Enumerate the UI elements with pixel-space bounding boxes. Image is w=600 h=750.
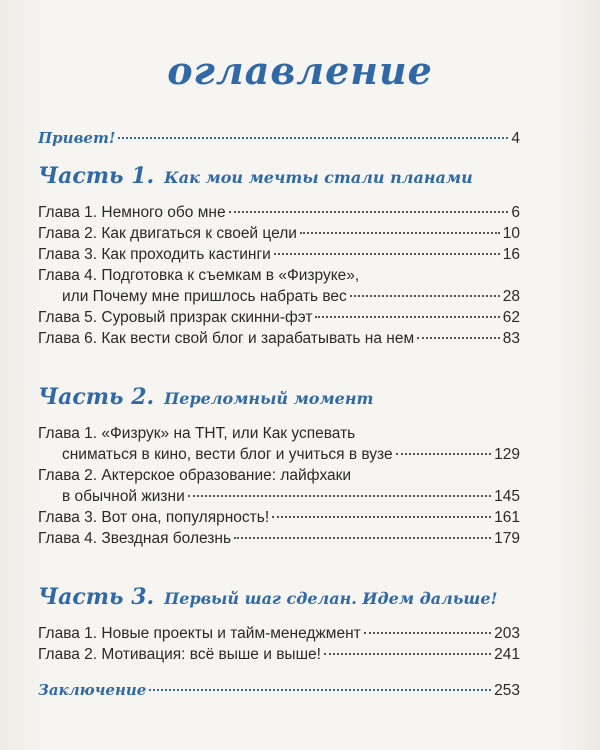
toc-page-number: 253	[494, 682, 520, 699]
part-heading-1[interactable]	[38, 163, 473, 189]
toc-entry[interactable]	[38, 203, 520, 223]
toc-entry[interactable]	[38, 287, 520, 307]
toc-entry-intro[interactable]	[38, 128, 520, 149]
toc-entry-label-cont: сниматься в кино, вести блог и учиться в вузе	[62, 446, 393, 463]
toc-page-number: 241	[494, 646, 520, 663]
toc-page-number: 179	[494, 530, 520, 547]
part-number: Часть 1.	[38, 163, 155, 189]
toc-entry[interactable]	[38, 508, 520, 528]
dot-leader	[396, 453, 492, 455]
dot-leader	[229, 211, 509, 213]
part-heading-3[interactable]	[38, 584, 498, 610]
toc-entry[interactable]	[38, 445, 520, 465]
part-title: Первый шаг сделан. Идем дальше!	[164, 589, 498, 608]
toc-entry-label-cont: или Почему мне пришлось набрать вес	[62, 288, 347, 305]
toc-page-number: 83	[502, 330, 520, 347]
toc-entry-outro[interactable]	[38, 680, 520, 701]
toc-entry[interactable]	[38, 245, 520, 265]
toc-entry-label: Глава 1. «Физрук» на ТНТ, или Как успевать	[38, 425, 356, 442]
toc-entry-label: Привет!	[38, 129, 116, 147]
dot-leader	[234, 537, 491, 539]
toc-page-number: 6	[511, 204, 520, 221]
toc-entry-line1[interactable]	[38, 266, 520, 286]
toc-entry-label: Глава 2. Актерское образование: лайфхаки	[38, 467, 352, 484]
part-heading-2[interactable]	[38, 384, 373, 410]
toc-entry-label: Глава 6. Как вести свой блог и зарабатывать на нем	[38, 330, 415, 347]
dot-leader	[364, 632, 491, 634]
dot-leader	[149, 689, 491, 691]
dot-leader	[417, 337, 500, 339]
toc-page-number: 129	[494, 446, 520, 463]
toc-entry[interactable]	[38, 645, 520, 665]
toc-entry-label: Глава 3. Как проходить кастинги	[38, 246, 271, 263]
toc-entry-label: Глава 1. Новые проекты и тайм-менеджмент	[38, 625, 361, 642]
toc-entry[interactable]	[38, 529, 520, 549]
toc-page-number: 62	[502, 309, 520, 326]
toc-entry[interactable]	[38, 487, 520, 507]
toc-entry-label: Глава 1. Немного обо мне	[38, 204, 226, 221]
toc-entry[interactable]	[38, 308, 520, 328]
toc-entry[interactable]	[38, 224, 520, 244]
dot-leader	[324, 653, 491, 655]
toc-entry-label: Глава 2. Мотивация: всё выше и выше!	[38, 646, 321, 663]
part-number: Часть 3.	[38, 584, 155, 610]
toc-entry-label-cont: в обычной жизни	[62, 488, 185, 505]
toc-page-number: 203	[494, 625, 520, 642]
toc-page-number: 28	[502, 288, 520, 305]
dot-leader	[118, 137, 508, 139]
toc-entry-label: Глава 3. Вот она, популярность!	[38, 509, 270, 526]
part-title: Переломный момент	[164, 389, 374, 408]
dot-leader	[272, 516, 491, 518]
toc-entry-label: Глава 4. Звездная болезнь	[38, 530, 232, 547]
part-number: Часть 2.	[38, 384, 155, 410]
toc-entry-label: Глава 5. Суровый призрак скинни-фэт	[38, 309, 313, 326]
toc-entry[interactable]	[38, 329, 520, 349]
dot-leader	[188, 495, 491, 497]
toc-page-number: 4	[511, 130, 520, 147]
toc-page-number: 16	[502, 246, 520, 263]
toc-page-number: 145	[494, 488, 520, 505]
dot-leader	[350, 295, 500, 297]
dot-leader	[274, 253, 500, 255]
toc-entry-label: Заключение	[38, 681, 147, 699]
toc-entry[interactable]	[38, 624, 520, 644]
part-title: Как мои мечты стали планами	[164, 168, 473, 187]
dot-leader	[315, 316, 499, 318]
toc-page-number: 161	[494, 509, 520, 526]
toc-page-number: 10	[502, 225, 520, 242]
toc-entry-label: Глава 4. Подготовка к съемкам в «Физруке»,	[38, 267, 360, 284]
toc-entry-line1[interactable]	[38, 466, 520, 486]
toc-entry-label: Глава 2. Как двигаться к своей цели	[38, 225, 297, 242]
page-title: оглавление	[167, 48, 433, 93]
toc-entry-line1[interactable]	[38, 424, 520, 444]
dot-leader	[300, 232, 500, 234]
